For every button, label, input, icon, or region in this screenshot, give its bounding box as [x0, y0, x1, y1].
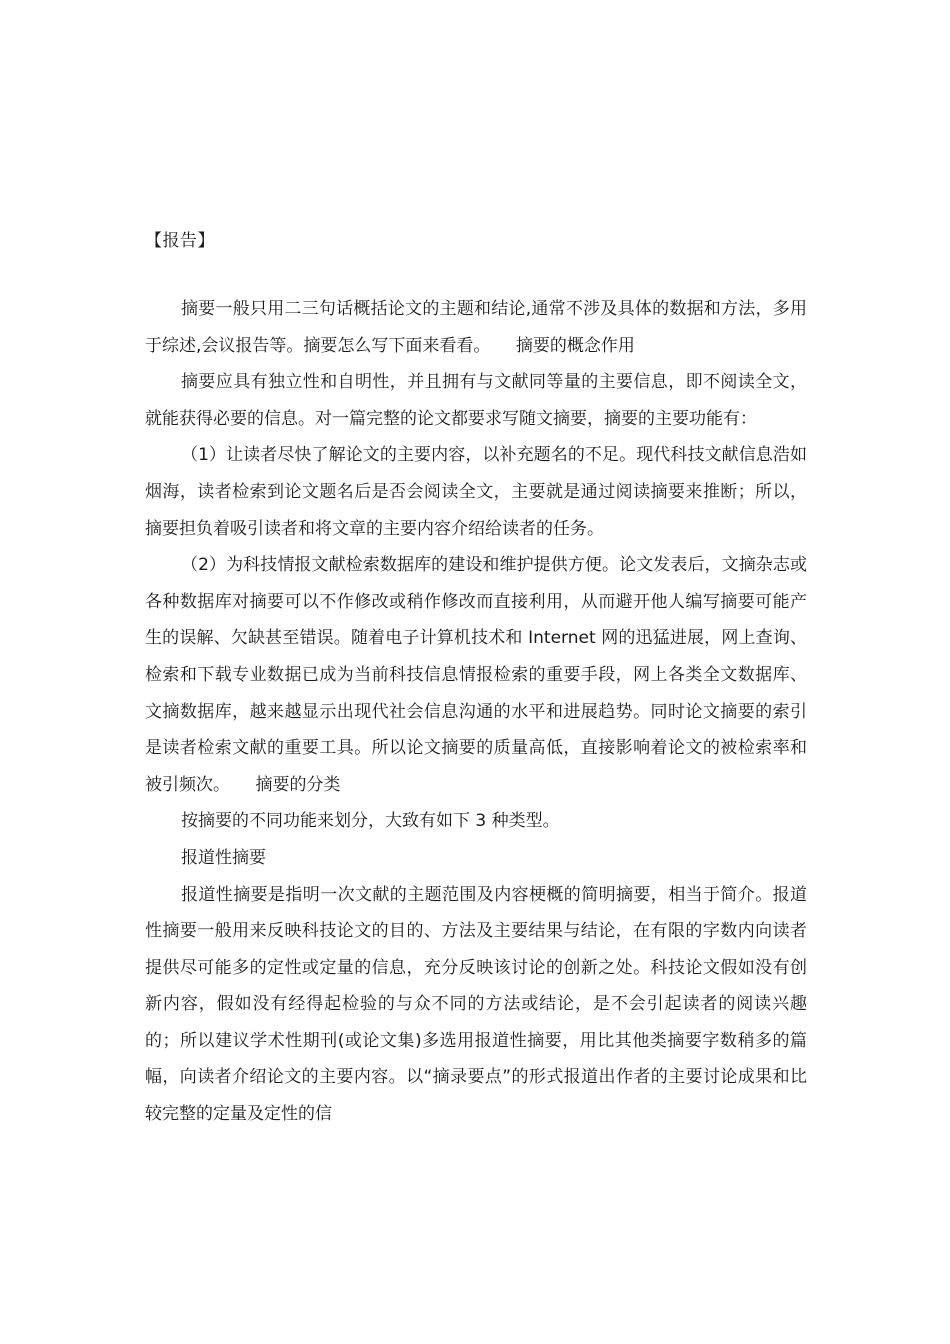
paragraph-function-1: （1）让读者尽快了解论文的主要内容，以补充题名的不足。现代科技文献信息浩如烟海，读者检索到论文题名后是否会阅读全文，主要就是通过阅读摘要来推断；所以，摘要担负着吸引读者和将文章的主要内容介绍给读者的任务。	[145, 445, 807, 539]
paragraph-independence: 摘要应具有独立性和自明性，并且拥有与文献同等量的主要信息，即不阅读全文，就能获得必要的信息。对一篇完整的论文都要求写随文摘要，摘要的主要功能有：	[145, 372, 807, 429]
document-body	[145, 226, 807, 1133]
paragraph-informative-abstract: 报道性摘要是指明一次文献的主题范围及内容梗概的简明摘要，相当于简介。报道性摘要一般用来反映科技论文的目的、方法及主要结果与结论，在有限的字数内向读者提供尽可能多的定性或定量的信息，充分反映该讨论的创新之处。科技论文假如没有创新内容，假如没有经得起检验的与众不同的方法或结论，是不会引起读者的阅读兴趣的；所以建议学术性期刊(或论文集)多选用报道性摘要，用比其他类摘要字数稍多的篇幅，向读者介绍论文的主要内容。以“摘录要点”的形式报道出作者的主要讨论成果和比较完整的定量及定性的信	[145, 884, 807, 1125]
paragraph-subheading: 报道性摘要	[181, 847, 266, 868]
paragraph-function-2: （2）为科技情报文献检索数据库的建设和维护提供方便。论文发表后，文摘杂志或各种数据库对摘要可以不作修改或稍作修改而直接利用，从而避开他人编写摘要可能产生的误解、欠缺甚至错误。随着电子计算机技术和 Internet 网的迅猛进展，网上查询、检索和下载专业数据已成为当前科技信息情报检索的重要手段，网上各类全文数据库、文摘数据库，越来越显示出现代社会信息沟通的水平和进展趋势。同时论文摘要的索引是读者检索文献的重要工具。所以论文摘要的质量高低，直接影响着论文的被检索率和被引频次。 摘要的分类	[145, 555, 807, 795]
paragraph-intro: 摘要一般只用二三句话概括论文的主题和结论,通常不涉及具体的数据和方法，多用于综述,会议报告等。摘要怎么写下面来看看。 摘要的概念作用	[145, 299, 807, 356]
paragraph-types: 按摘要的不同功能来划分，大致有如下 3 种类型。	[181, 811, 560, 832]
document-title: 【报告】	[145, 231, 215, 251]
